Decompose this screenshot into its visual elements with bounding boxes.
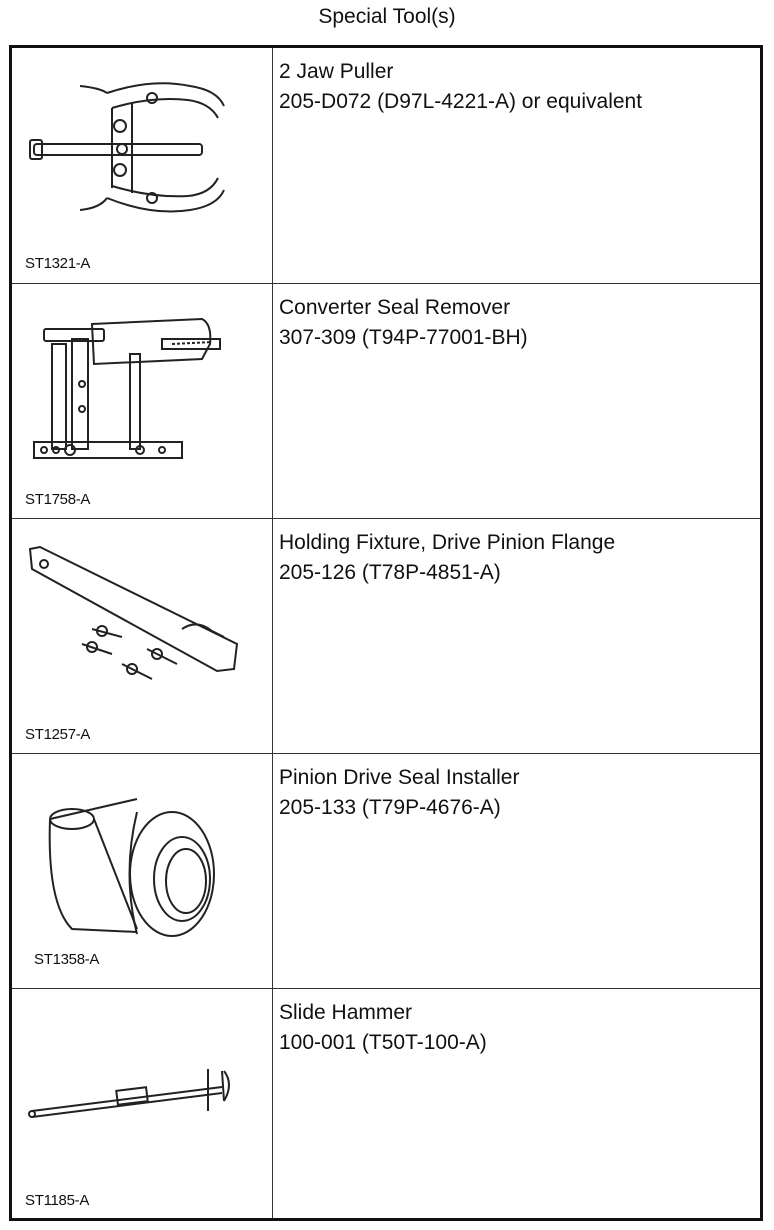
tool-part-number: 205-D072 (D97L-4221-A) or equivalent — [279, 90, 643, 113]
tool-name: Holding Fixture, Drive Pinion Flange — [279, 531, 616, 554]
tool-name: Pinion Drive Seal Installer — [279, 766, 520, 789]
tool-code: ST1185-A — [25, 1192, 90, 1209]
tool-part-number: 100-001 (T50T-100-A) — [279, 1031, 487, 1054]
table-row — [12, 283, 760, 518]
tool-code: ST1758-A — [25, 491, 91, 508]
tool-name: Converter Seal Remover — [279, 296, 511, 319]
table-row — [12, 753, 760, 988]
tool-description — [279, 763, 519, 823]
seal-remover-icon — [12, 284, 272, 519]
tool-name: 2 Jaw Puller — [279, 60, 394, 83]
tool-code: ST1321-A — [25, 255, 91, 272]
slide-hammer-icon — [12, 989, 272, 1219]
tool-part-number: 307-309 (T94P-77001-BH) — [279, 326, 528, 349]
tool-image-cell — [12, 284, 273, 518]
tool-description — [279, 528, 615, 588]
table-row — [12, 48, 760, 283]
special-tools-table — [9, 45, 763, 1221]
holding-fixture-icon — [12, 519, 272, 754]
tool-image-cell — [12, 754, 273, 988]
tool-part-number: 205-133 (T79P-4676-A) — [279, 796, 501, 819]
jaw-puller-icon — [12, 48, 272, 283]
tool-image-cell — [12, 48, 273, 283]
tool-description — [279, 57, 642, 117]
table-row — [12, 518, 760, 753]
tool-description — [279, 998, 487, 1058]
page-title: Special Tool(s) — [318, 5, 456, 28]
tool-image-cell — [12, 989, 273, 1218]
tool-part-number: 205-126 (T78P-4851-A) — [279, 561, 501, 584]
tool-name: Slide Hammer — [279, 1001, 413, 1024]
table-row — [12, 988, 760, 1218]
tool-image-cell — [12, 519, 273, 753]
tool-code: ST1257-A — [25, 726, 91, 743]
tool-code: ST1358-A — [34, 951, 100, 968]
tool-description — [279, 293, 528, 353]
